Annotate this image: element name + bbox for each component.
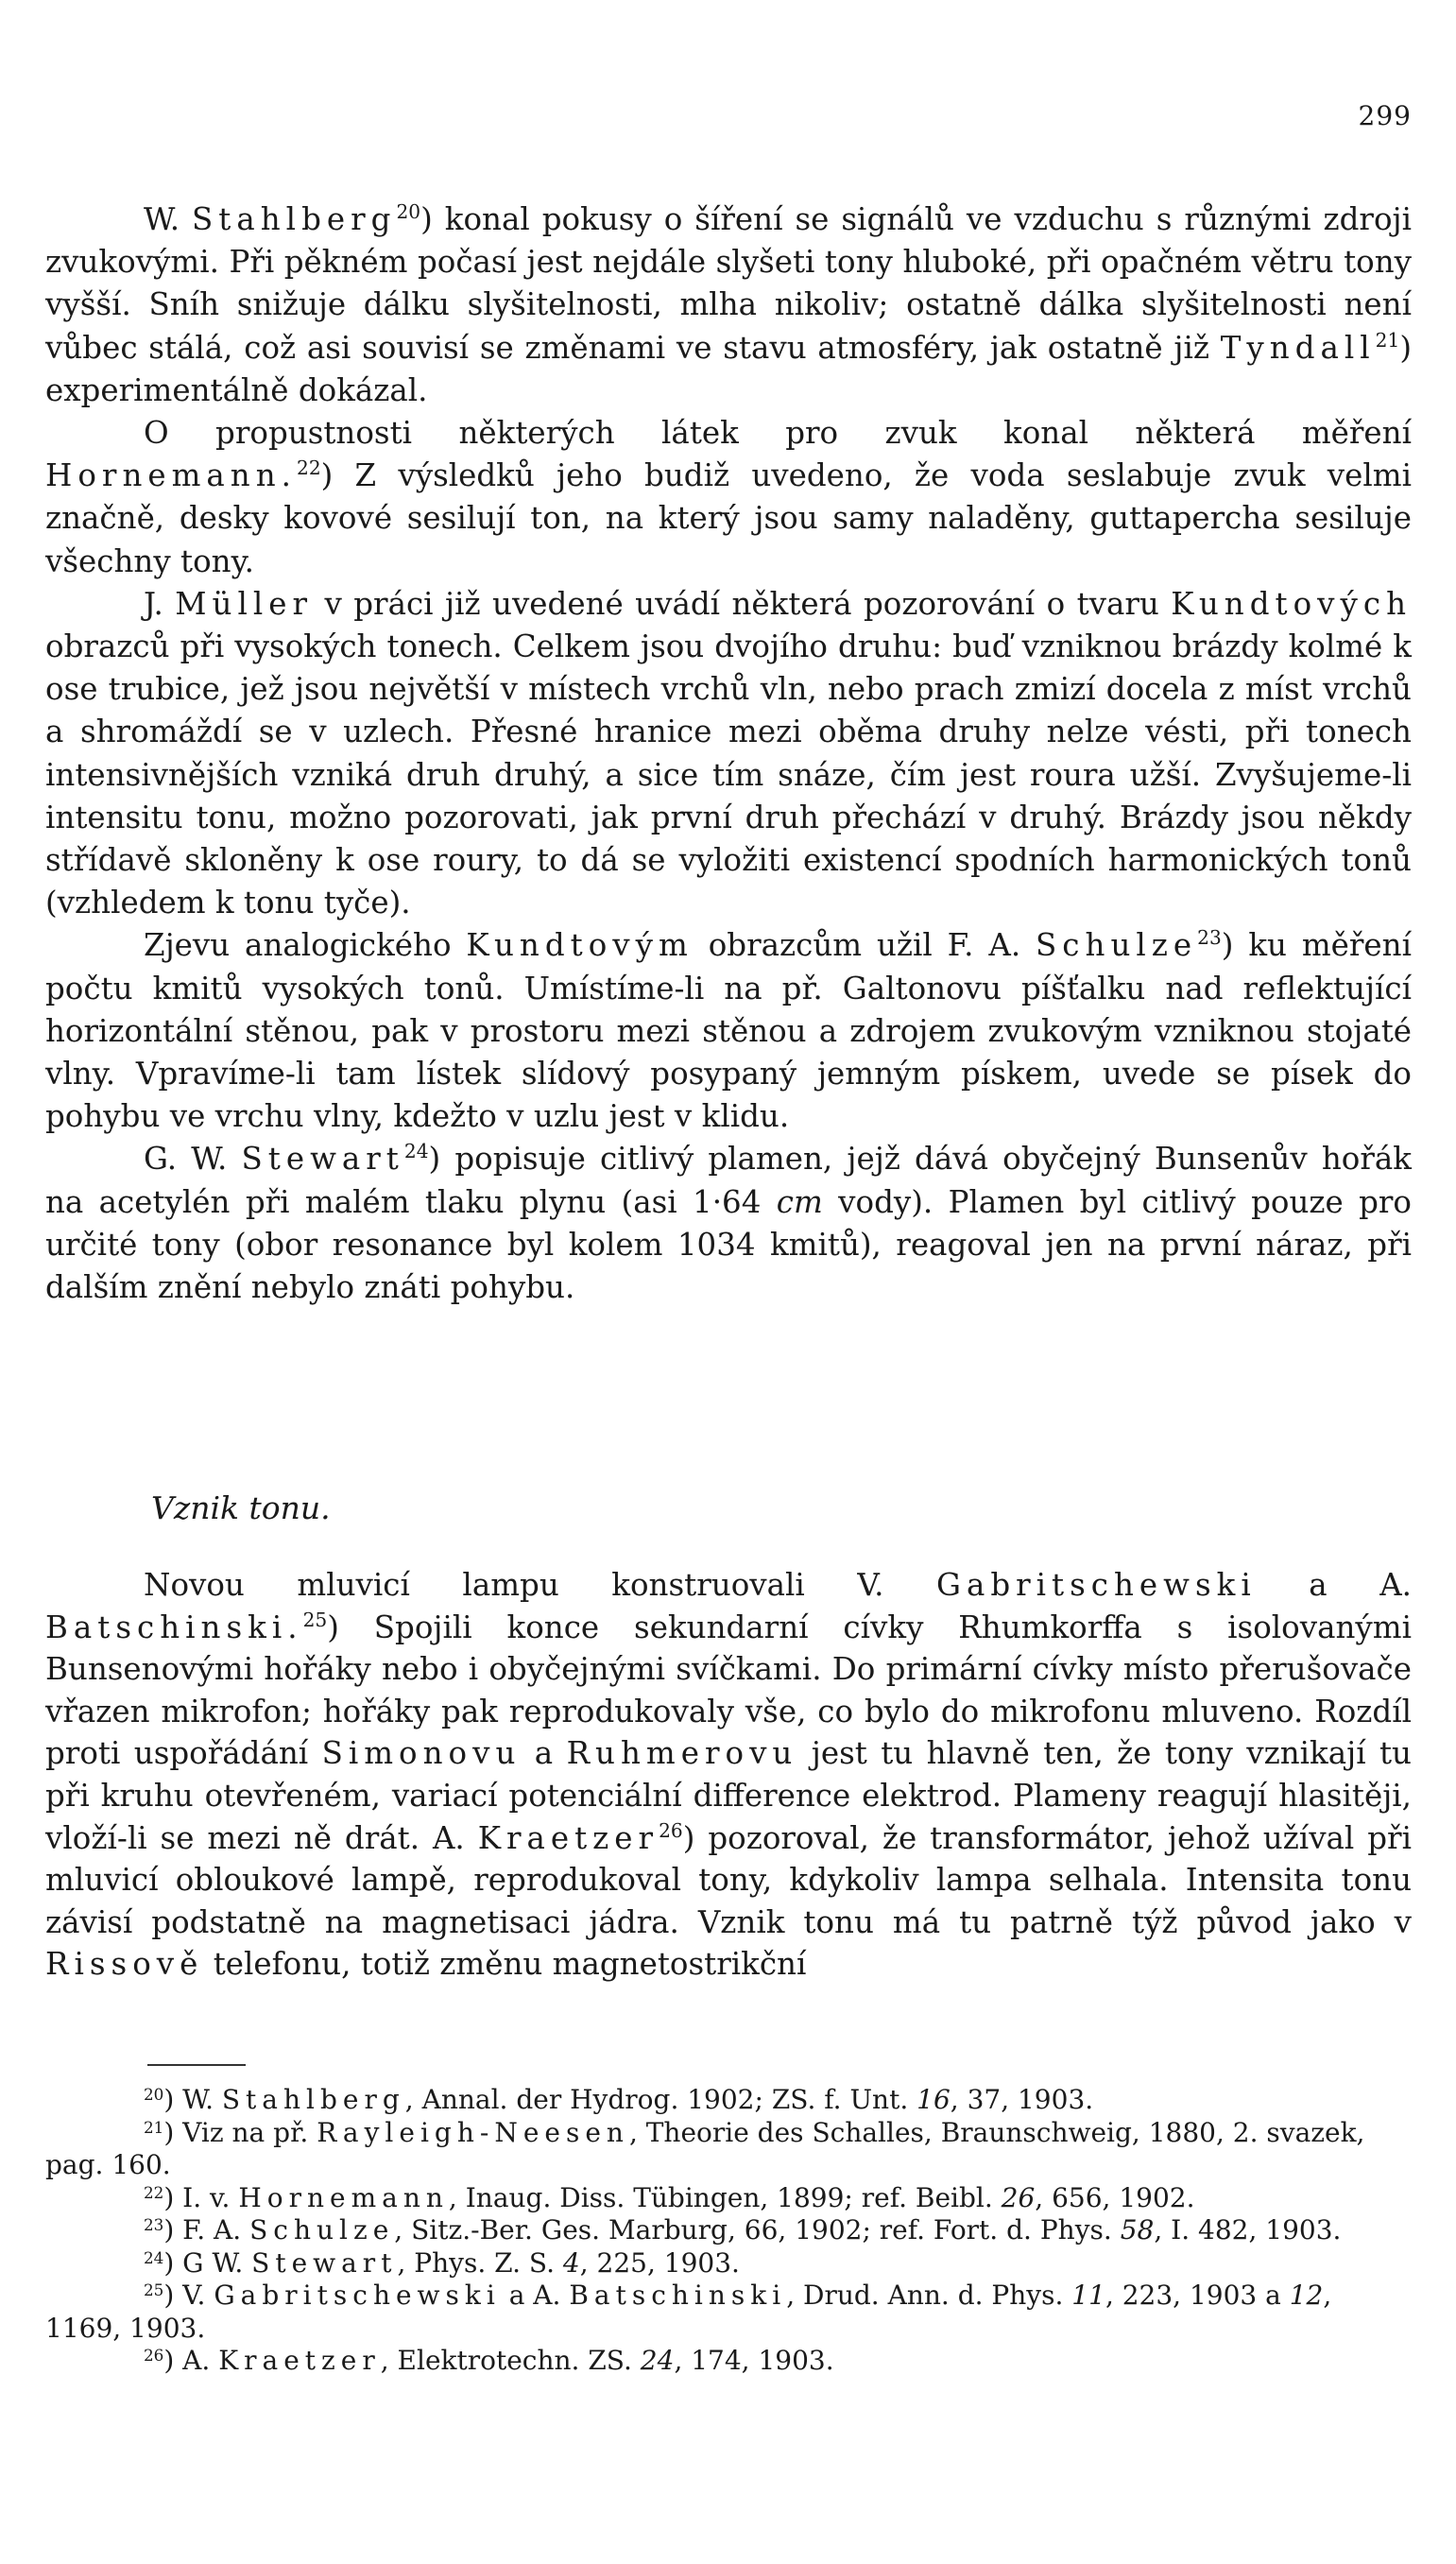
footnote-22: $^{22}$) I. v. Hornemann, Inaug. Diss. Tübingen, 1899; ref. Beibl. 26, 656, 1902. (144, 2181, 1195, 2213)
paragraph-muller: J. Müller v práci již uvedené uvádí některá pozorování o tvaru Kundtových obrazců při vysokých tonech. Celkem jsou dvojího druhu: buď vzniknou brázdy kolmé k ose trubice, jež jsou největší v místech vrchů vln, nebo prach zmizí docela z míst vrchů a shromáždí se v uzlech. Přesné hranice mezi oběma druhy nelze vésti, při tonech intensivnějších vzniká druh druhý, a sice tím snáze, čím jest roura užší. Zvyšujeme-li intensitu tonu, možno pozorovati, jak první druh přechází v druhý. Brázdy jsou někdy střídavě skloněny k ose roury, to dá se vyložiti existencí spodních harmonických tonů (vzhledem k tonu tyče). (45, 585, 1412, 921)
footnote-25: $^{25}$) V. Gabritschewski a A. Batschinski, Drud. Ann. d. Phys. 11, 223, 1903 a 12, 1169, 1903. (45, 2280, 1332, 2344)
footnote-23: $^{23}$) F. A. Schulze, Sitz.-Ber. Ges. Marburg, 66, 1902; ref. Fort. d. Phys. 58, I. 482, 1903. (144, 2214, 1342, 2246)
footnote-20: $^{20}$) W. Stahlberg, Annal. der Hydrog. 1902; ZS. f. Unt. 16, 37, 1903. (144, 2084, 1094, 2115)
footnote-divider (147, 2064, 246, 2066)
paragraph-hornemann: O propustnosti některých látek pro zvuk konal některá měření Hornemann.$^{22}$) Z výsledků jeho budiž uvedeno, že voda seslabuje zvuk velmi značně, desky kovové sesilují ton, na který jsou samy naladěny, guttapercha sesiluje všechny tony. (45, 415, 1412, 579)
paragraph-stahlberg: W. Stahlberg$^{20}$) konal pokusy o šíření se signálů ve vzduchu s různými zdroji zvukovými. Při pěkném počasí jest nejdále slyšeti tony hluboké, při opačném větru tony vyšší. Sníh snižuje dálku slyšitelnosti, mlha nikoliv; ostatně dálka slyšitelnosti není vůbec stálá, což asi souvisí se změnami ve stavu atmosféry, jak ostatně již Tyndall$^{21}$) experimentálně dokázal. (45, 199, 1412, 408)
footnote-21: $^{21}$) Viz na př. Rayleigh-Neesen, Theorie des Schalles, Braunschweig, 1880, 2. svazek, pag. 160. (45, 2116, 1365, 2180)
page-number: 299 (1358, 100, 1412, 131)
footnote-24: $^{24}$) G W. Stewart, Phys. Z. S. 4, 225, 1903. (144, 2246, 740, 2279)
main-text-section (45, 1564, 1412, 1986)
paragraph-gabritschewski: Novou mluvicí lampu konstruovali V. Gabritschewski a A. Batschinski.$^{25}$) Spojili konce sekundarní cívky Rhumkorffa s isolovanými Bunsenovými hořáky nebo i obyčejnými svíčkami. Do primární cívky místo přerušovače vřazen mikrofon; hořáky pak reprodukovaly vše, co bylo do mikrofonu mluveno. Rozdíl proti uspořádání Simonovu a Ruhmerovu jest tu hlavně ten, že tony vznikají tu při kruhu otevřeném, variací potenciální difference elektrod. Plameny reagují hlasitěji, vloží-li se mezi ně drát. A. Kraetzer$^{26}$) pozoroval, že transformátor, jehož užíval při mluvicí obloukové lampě, reprodukoval tony, kdykoliv lampa selhala. Intensita tonu závisí podstatně na magnetisaci jádra. Vznik tonu má tu patrně týž původ jako v Rissově telefonu, totiž změnu magnetostrikční (45, 1567, 1412, 1983)
main-text (45, 198, 1412, 1309)
paragraph-schulze: Zjevu analogického Kundtovým obrazcům užil F. A. Schulze$^{23}$) ku měření počtu kmitů vysokých tonů. Umístíme-li na př. Galtonovu píšťalku nad reflektující horizontální stěnou, pak v prostoru mezi stěnou a zdrojem zvukovým vzniknou stojaté vlny. Vpravíme-li tam lístek slídový posypaný jemným pískem, uvede se písek do pohybu ve vrchu vlny, kdežto v uzlu jest v klidu. (45, 926, 1412, 1135)
footnote-26: $^{26}$) A. Kraetzer, Elektrotechn. ZS. 24, 174, 1903. (144, 2345, 834, 2376)
section-title: Vznik tonu. (151, 1489, 331, 1526)
paragraph-stewart: G. W. Stewart$^{24}$) popisuje citlivý plamen, jejž dává obyčejný Bunsenův hořák na acetylén při malém tlaku plynu (asi 1·64 cm vody). Plamen byl citlivý pouze pro určité tony (obor resonance byl kolem 1034 kmitů), reagoval jen na první náraz, při dalším znění nebylo znáti pohybu. (45, 1140, 1412, 1306)
footnotes (45, 2084, 1412, 2378)
